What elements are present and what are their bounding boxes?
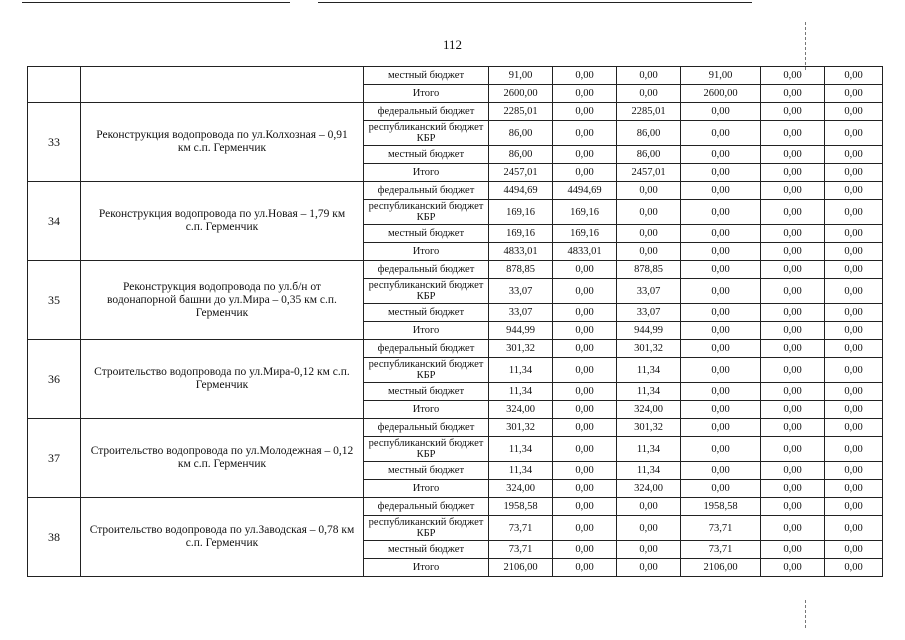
amount-cell: 301,32 <box>489 340 553 358</box>
table-row <box>28 103 883 121</box>
funding-source: местный бюджет <box>364 146 489 164</box>
amount-cell: 73,71 <box>681 516 761 541</box>
amount-cell: 0,00 <box>553 103 617 121</box>
amount-cell: 0,00 <box>825 121 883 146</box>
funding-source: Итого <box>364 559 489 577</box>
funding-source: Итого <box>364 243 489 261</box>
amount-cell: 0,00 <box>553 498 617 516</box>
amount-cell: 0,00 <box>761 358 825 383</box>
funding-source: местный бюджет <box>364 541 489 559</box>
amount-cell: 0,00 <box>681 401 761 419</box>
amount-cell: 0,00 <box>825 340 883 358</box>
funding-source: Итого <box>364 85 489 103</box>
amount-cell: 0,00 <box>553 358 617 383</box>
project-name <box>81 67 364 103</box>
funding-source: республиканский бюджет КБР <box>364 516 489 541</box>
amount-cell: 0,00 <box>761 498 825 516</box>
amount-cell: 0,00 <box>681 383 761 401</box>
funding-source: федеральный бюджет <box>364 419 489 437</box>
funding-source: федеральный бюджет <box>364 340 489 358</box>
amount-cell: 169,16 <box>489 225 553 243</box>
margin-mark <box>805 22 806 70</box>
amount-cell: 2457,01 <box>489 164 553 182</box>
amount-cell: 73,71 <box>489 541 553 559</box>
amount-cell: 0,00 <box>553 304 617 322</box>
amount-cell: 0,00 <box>761 401 825 419</box>
amount-cell: 2285,01 <box>489 103 553 121</box>
amount-cell: 0,00 <box>553 261 617 279</box>
amount-cell: 91,00 <box>489 67 553 85</box>
table-row <box>28 498 883 516</box>
item-number: 36 <box>28 340 81 419</box>
amount-cell: 0,00 <box>825 225 883 243</box>
amount-cell: 0,00 <box>681 261 761 279</box>
funding-source: федеральный бюджет <box>364 103 489 121</box>
amount-cell: 0,00 <box>761 383 825 401</box>
amount-cell: 944,99 <box>617 322 681 340</box>
amount-cell: 11,34 <box>617 383 681 401</box>
amount-cell: 0,00 <box>681 462 761 480</box>
amount-cell: 0,00 <box>761 419 825 437</box>
amount-cell: 86,00 <box>617 121 681 146</box>
amount-cell: 0,00 <box>761 516 825 541</box>
amount-cell: 0,00 <box>761 437 825 462</box>
project-name: Строительство водопровода по ул.Мира-0,12 км с.п. Герменчик <box>81 340 364 419</box>
amount-cell: 0,00 <box>681 419 761 437</box>
amount-cell: 0,00 <box>825 243 883 261</box>
amount-cell: 0,00 <box>825 279 883 304</box>
amount-cell: 0,00 <box>761 146 825 164</box>
project-name: Реконструкция водопровода по ул.Новая – 1,79 км с.п. Герменчик <box>81 182 364 261</box>
amount-cell: 0,00 <box>617 67 681 85</box>
amount-cell: 0,00 <box>825 480 883 498</box>
amount-cell: 11,34 <box>489 462 553 480</box>
amount-cell: 0,00 <box>761 340 825 358</box>
table-row <box>28 340 883 358</box>
amount-cell: 324,00 <box>617 480 681 498</box>
amount-cell: 0,00 <box>825 437 883 462</box>
item-number <box>28 67 81 103</box>
amount-cell: 2600,00 <box>489 85 553 103</box>
amount-cell: 0,00 <box>553 437 617 462</box>
budget-table-body <box>28 67 883 577</box>
amount-cell: 0,00 <box>681 340 761 358</box>
amount-cell: 0,00 <box>553 516 617 541</box>
amount-cell: 0,00 <box>681 322 761 340</box>
amount-cell: 0,00 <box>825 261 883 279</box>
funding-source: местный бюджет <box>364 225 489 243</box>
amount-cell: 0,00 <box>617 85 681 103</box>
amount-cell: 0,00 <box>825 498 883 516</box>
amount-cell: 301,32 <box>489 419 553 437</box>
table-row <box>28 67 883 85</box>
amount-cell: 0,00 <box>761 480 825 498</box>
funding-source: федеральный бюджет <box>364 182 489 200</box>
amount-cell: 0,00 <box>761 261 825 279</box>
amount-cell: 0,00 <box>681 200 761 225</box>
amount-cell: 324,00 <box>489 480 553 498</box>
amount-cell: 0,00 <box>761 121 825 146</box>
funding-source: Итого <box>364 322 489 340</box>
amount-cell: 33,07 <box>617 279 681 304</box>
amount-cell: 86,00 <box>489 121 553 146</box>
amount-cell: 0,00 <box>681 304 761 322</box>
amount-cell: 0,00 <box>761 322 825 340</box>
amount-cell: 324,00 <box>489 401 553 419</box>
amount-cell: 0,00 <box>681 103 761 121</box>
amount-cell: 4833,01 <box>489 243 553 261</box>
funding-source: местный бюджет <box>364 462 489 480</box>
amount-cell: 0,00 <box>681 164 761 182</box>
amount-cell: 1958,58 <box>681 498 761 516</box>
amount-cell: 0,00 <box>825 164 883 182</box>
amount-cell: 0,00 <box>681 243 761 261</box>
amount-cell: 0,00 <box>617 200 681 225</box>
amount-cell: 0,00 <box>825 146 883 164</box>
amount-cell: 0,00 <box>553 559 617 577</box>
budget-table <box>27 66 883 577</box>
amount-cell: 0,00 <box>681 182 761 200</box>
amount-cell: 2106,00 <box>489 559 553 577</box>
amount-cell: 0,00 <box>617 559 681 577</box>
project-name: Строительство водопровода по ул.Заводская – 0,78 км с.п. Герменчик <box>81 498 364 577</box>
amount-cell: 0,00 <box>553 67 617 85</box>
amount-cell: 0,00 <box>553 462 617 480</box>
amount-cell: 73,71 <box>681 541 761 559</box>
amount-cell: 0,00 <box>761 559 825 577</box>
amount-cell: 2600,00 <box>681 85 761 103</box>
funding-source: республиканский бюджет КБР <box>364 358 489 383</box>
table-row <box>28 182 883 200</box>
amount-cell: 0,00 <box>825 462 883 480</box>
amount-cell: 0,00 <box>553 146 617 164</box>
page-number: 112 <box>442 37 463 52</box>
amount-cell: 878,85 <box>489 261 553 279</box>
amount-cell: 0,00 <box>825 200 883 225</box>
amount-cell: 0,00 <box>553 279 617 304</box>
amount-cell: 0,00 <box>553 322 617 340</box>
amount-cell: 0,00 <box>825 322 883 340</box>
amount-cell: 0,00 <box>761 225 825 243</box>
amount-cell: 0,00 <box>825 401 883 419</box>
amount-cell: 324,00 <box>617 401 681 419</box>
funding-source: местный бюджет <box>364 304 489 322</box>
funding-source: республиканский бюджет КБР <box>364 279 489 304</box>
amount-cell: 0,00 <box>825 419 883 437</box>
funding-source: республиканский бюджет КБР <box>364 437 489 462</box>
amount-cell: 0,00 <box>553 480 617 498</box>
project-name: Реконструкция водопровода по ул.б/н от водонапорной башни до ул.Мира – 0,35 км с.п. Герменчик <box>81 261 364 340</box>
amount-cell: 0,00 <box>825 358 883 383</box>
amount-cell: 0,00 <box>825 85 883 103</box>
amount-cell: 11,34 <box>489 383 553 401</box>
amount-cell: 0,00 <box>681 146 761 164</box>
amount-cell: 0,00 <box>825 516 883 541</box>
amount-cell: 0,00 <box>825 559 883 577</box>
amount-cell: 0,00 <box>617 541 681 559</box>
amount-cell: 0,00 <box>553 383 617 401</box>
amount-cell: 169,16 <box>489 200 553 225</box>
amount-cell: 0,00 <box>761 164 825 182</box>
amount-cell: 0,00 <box>761 103 825 121</box>
amount-cell: 169,16 <box>553 225 617 243</box>
amount-cell: 11,34 <box>617 358 681 383</box>
amount-cell: 2106,00 <box>681 559 761 577</box>
item-number: 35 <box>28 261 81 340</box>
amount-cell: 0,00 <box>761 243 825 261</box>
amount-cell: 4494,69 <box>489 182 553 200</box>
funding-source: местный бюджет <box>364 383 489 401</box>
funding-source: Итого <box>364 164 489 182</box>
amount-cell: 169,16 <box>553 200 617 225</box>
amount-cell: 0,00 <box>553 164 617 182</box>
amount-cell: 33,07 <box>489 304 553 322</box>
funding-source: республиканский бюджет КБР <box>364 200 489 225</box>
item-number: 38 <box>28 498 81 577</box>
funding-source: федеральный бюджет <box>364 498 489 516</box>
amount-cell: 0,00 <box>553 340 617 358</box>
amount-cell: 86,00 <box>617 146 681 164</box>
amount-cell: 301,32 <box>617 419 681 437</box>
funding-source: Итого <box>364 480 489 498</box>
amount-cell: 0,00 <box>825 541 883 559</box>
project-name: Строительство водопровода по ул.Молодежная – 0,12 км с.п. Герменчик <box>81 419 364 498</box>
amount-cell: 0,00 <box>681 121 761 146</box>
amount-cell: 0,00 <box>825 304 883 322</box>
project-name: Реконструкция водопровода по ул.Колхозная – 0,91 км с.п. Герменчик <box>81 103 364 182</box>
amount-cell: 0,00 <box>553 541 617 559</box>
amount-cell: 0,00 <box>761 541 825 559</box>
amount-cell: 0,00 <box>617 243 681 261</box>
amount-cell: 0,00 <box>681 279 761 304</box>
amount-cell: 33,07 <box>617 304 681 322</box>
margin-mark <box>805 600 806 628</box>
amount-cell: 11,34 <box>617 437 681 462</box>
amount-cell: 0,00 <box>761 85 825 103</box>
amount-cell: 0,00 <box>761 182 825 200</box>
amount-cell: 878,85 <box>617 261 681 279</box>
amount-cell: 2457,01 <box>617 164 681 182</box>
amount-cell: 0,00 <box>617 498 681 516</box>
amount-cell: 4494,69 <box>553 182 617 200</box>
funding-source: местный бюджет <box>364 67 489 85</box>
funding-source: федеральный бюджет <box>364 261 489 279</box>
amount-cell: 11,34 <box>617 462 681 480</box>
amount-cell: 0,00 <box>553 85 617 103</box>
table-row <box>28 261 883 279</box>
amount-cell: 11,34 <box>489 358 553 383</box>
item-number: 34 <box>28 182 81 261</box>
amount-cell: 0,00 <box>617 225 681 243</box>
funding-source: республиканский бюджет КБР <box>364 121 489 146</box>
amount-cell: 0,00 <box>617 516 681 541</box>
item-number: 33 <box>28 103 81 182</box>
top-rule-right <box>318 2 752 3</box>
amount-cell: 1958,58 <box>489 498 553 516</box>
amount-cell: 0,00 <box>553 401 617 419</box>
table-row <box>28 419 883 437</box>
amount-cell: 73,71 <box>489 516 553 541</box>
amount-cell: 0,00 <box>681 437 761 462</box>
amount-cell: 944,99 <box>489 322 553 340</box>
amount-cell: 0,00 <box>553 121 617 146</box>
amount-cell: 0,00 <box>825 67 883 85</box>
amount-cell: 301,32 <box>617 340 681 358</box>
amount-cell: 0,00 <box>761 462 825 480</box>
amount-cell: 0,00 <box>617 182 681 200</box>
amount-cell: 0,00 <box>681 358 761 383</box>
amount-cell: 11,34 <box>489 437 553 462</box>
amount-cell: 0,00 <box>681 225 761 243</box>
funding-source: Итого <box>364 401 489 419</box>
amount-cell: 0,00 <box>761 200 825 225</box>
amount-cell: 0,00 <box>553 419 617 437</box>
amount-cell: 2285,01 <box>617 103 681 121</box>
item-number: 37 <box>28 419 81 498</box>
amount-cell: 4833,01 <box>553 243 617 261</box>
amount-cell: 86,00 <box>489 146 553 164</box>
amount-cell: 0,00 <box>681 480 761 498</box>
amount-cell: 33,07 <box>489 279 553 304</box>
amount-cell: 0,00 <box>825 383 883 401</box>
top-rule-left <box>22 2 290 3</box>
amount-cell: 0,00 <box>761 279 825 304</box>
amount-cell: 0,00 <box>761 67 825 85</box>
amount-cell: 0,00 <box>761 304 825 322</box>
amount-cell: 0,00 <box>825 103 883 121</box>
amount-cell: 0,00 <box>825 182 883 200</box>
amount-cell: 91,00 <box>681 67 761 85</box>
